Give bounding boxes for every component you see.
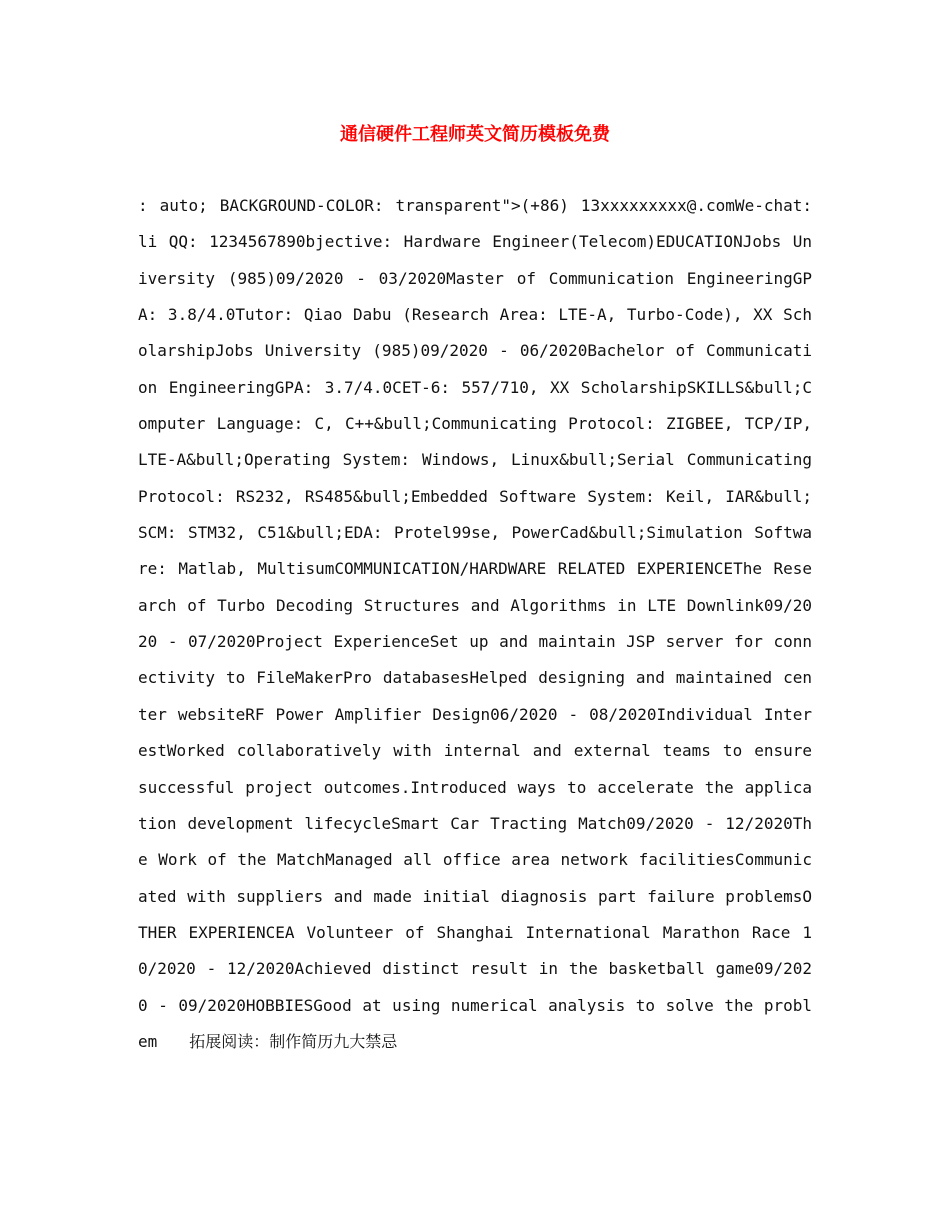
resume-text: : auto; BACKGROUND-COLOR: transparent">(+86) 13xxxxxxxxx@.comWe-chat: li QQ: 1234567890bjective: Hardware Engineer(Telecom)EDUCATIONJobs University (985)09/2020 - 03/2020Master of Communication EngineeringGPA: 3.8/4.0Tutor: Qiao Dabu (Research Area: LTE-A, Turbo-Code), XX ScholarshipJobs University (985)09/2020 - 06/2020Bachelor of Communication EngineeringGPA: 3.7/4.0CET-6: 557/710, XX ScholarshipSKILLS&bull;Computer Language: C, C++&bull;Communicating Protocol: ZIGBEE, TCP/IP, LTE-A&bull;Operating System: Windows, Linux&bull;Serial Communicating Protocol: RS232, RS485&bull;Embedded Software System: Keil, IAR&bull;SCM: STM32, C51&bull;EDA: Protel99se, PowerCad&bull;Simulation Software: Matlab, MultisumCOMMUNICATION/HARDWARE RELATED EXPERIENCEThe Research of Turbo Decoding Structures and Algorithms in LTE Downlink09/2020 - 07/2020Project ExperienceSet up and maintain JSP server for connectivity to FileMakerPro databasesHelped designing and maintained center websiteRF Power Amplifier Design06/2020 - 08/2020Individual InterestWorked collaboratively with internal and external teams to ensure successful project outcomes.Introduced ways to accelerate the application development lifecycleSmart Car Tracting Match09/2020 - 12/2020The Work of the MatchManaged all office area network facilitiesCommunicated with suppliers and made initial diagnosis part failure problemsOTHER EXPERIENCEA Volunteer of Shanghai International Marathon Race 10/2020 - 12/2020Achieved distinct result in the basketball game09/2020 - 09/2020HOBBIESGood at using numerical analysis to solve the problem bbox=[138, 196, 812, 1051]
document-title: 通信硬件工程师英文简历模板免费 bbox=[340, 124, 610, 145]
document-body bbox=[138, 188, 812, 1060]
extended-reading-link[interactable]: 拓展阅读：制作简历九大禁忌 bbox=[189, 1031, 398, 1051]
